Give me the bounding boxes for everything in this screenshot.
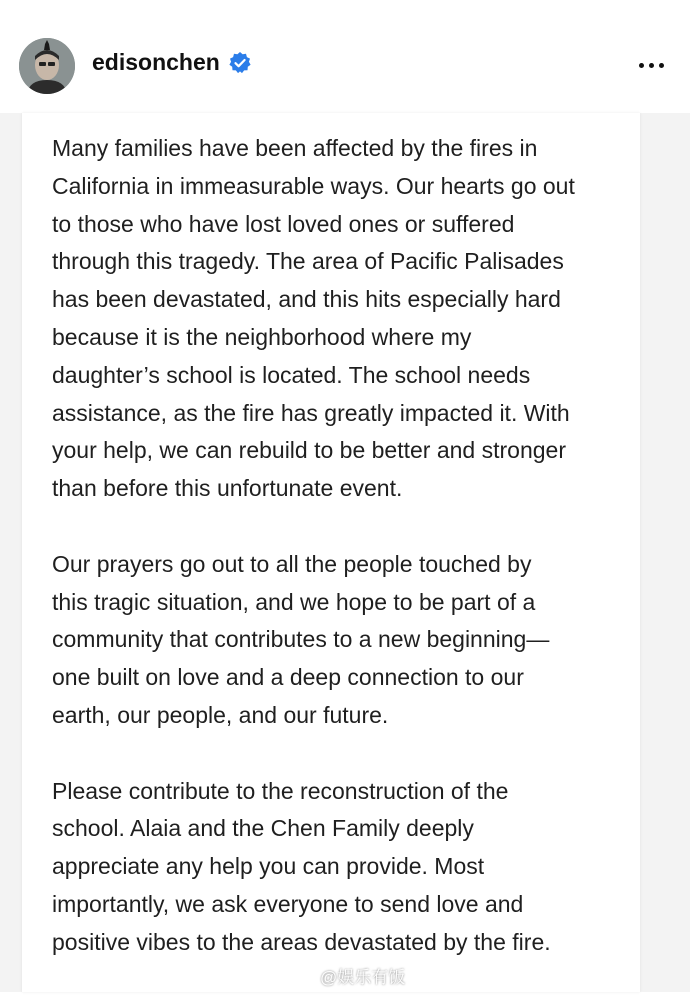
post-header	[0, 0, 690, 113]
text-line: to those who have lost loved ones or suffered	[52, 210, 515, 237]
verified-badge-icon	[228, 51, 252, 75]
text-line: through this tragedy. The area of Pacific Palisades	[52, 248, 564, 275]
text-line: because it is the neighborhood where my	[52, 323, 472, 350]
text-line: school. Alaia and the Chen Family deeply	[52, 815, 474, 842]
text-line: positive vibes to the areas devastated by the fire.	[52, 928, 551, 955]
avatar[interactable]	[19, 38, 75, 94]
weibo-logo-icon	[296, 966, 316, 984]
username[interactable]: edisonchen	[92, 49, 220, 75]
text-line: than before this unfortunate event.	[52, 475, 403, 502]
text-line: community that contributes to a new beginning—	[52, 626, 550, 653]
text-line: your help, we can rebuild to be better and stronger	[52, 437, 566, 464]
post-body	[52, 130, 637, 999]
text-line: Many families have been affected by the fires in	[52, 135, 538, 161]
text-line: importantly, we ask everyone to send love and	[52, 890, 524, 917]
text-line: has been devastated, and this hits especially hard	[52, 286, 561, 313]
paragraph-3	[52, 773, 637, 962]
paragraph-1	[52, 130, 637, 508]
text-line: Our prayers go out to all the people touched by	[52, 550, 532, 577]
more-options-icon[interactable]	[628, 50, 674, 80]
left-gutter	[0, 113, 22, 992]
text-line: earth, our people, and our future.	[52, 701, 389, 728]
text-line: California in immeasurable ways. Our hearts go out	[52, 172, 575, 199]
watermark	[296, 963, 405, 987]
text-line: Please contribute to the reconstruction of the	[52, 777, 509, 804]
text-line: appreciate any help you can provide. Most	[52, 853, 485, 880]
text-line: daughter’s school is located. The school needs	[52, 361, 531, 388]
right-gutter	[640, 113, 690, 992]
watermark-text: @娱乐有饭	[320, 967, 406, 987]
text-line: one built on love and a deep connection to our	[52, 664, 524, 691]
username-row[interactable]	[92, 49, 252, 76]
text-line: this tragic situation, and we hope to be part of a	[52, 588, 536, 615]
paragraph-2	[52, 546, 637, 735]
avatar-image	[19, 38, 75, 94]
text-line: assistance, as the fire has greatly impacted it. With	[52, 399, 570, 426]
